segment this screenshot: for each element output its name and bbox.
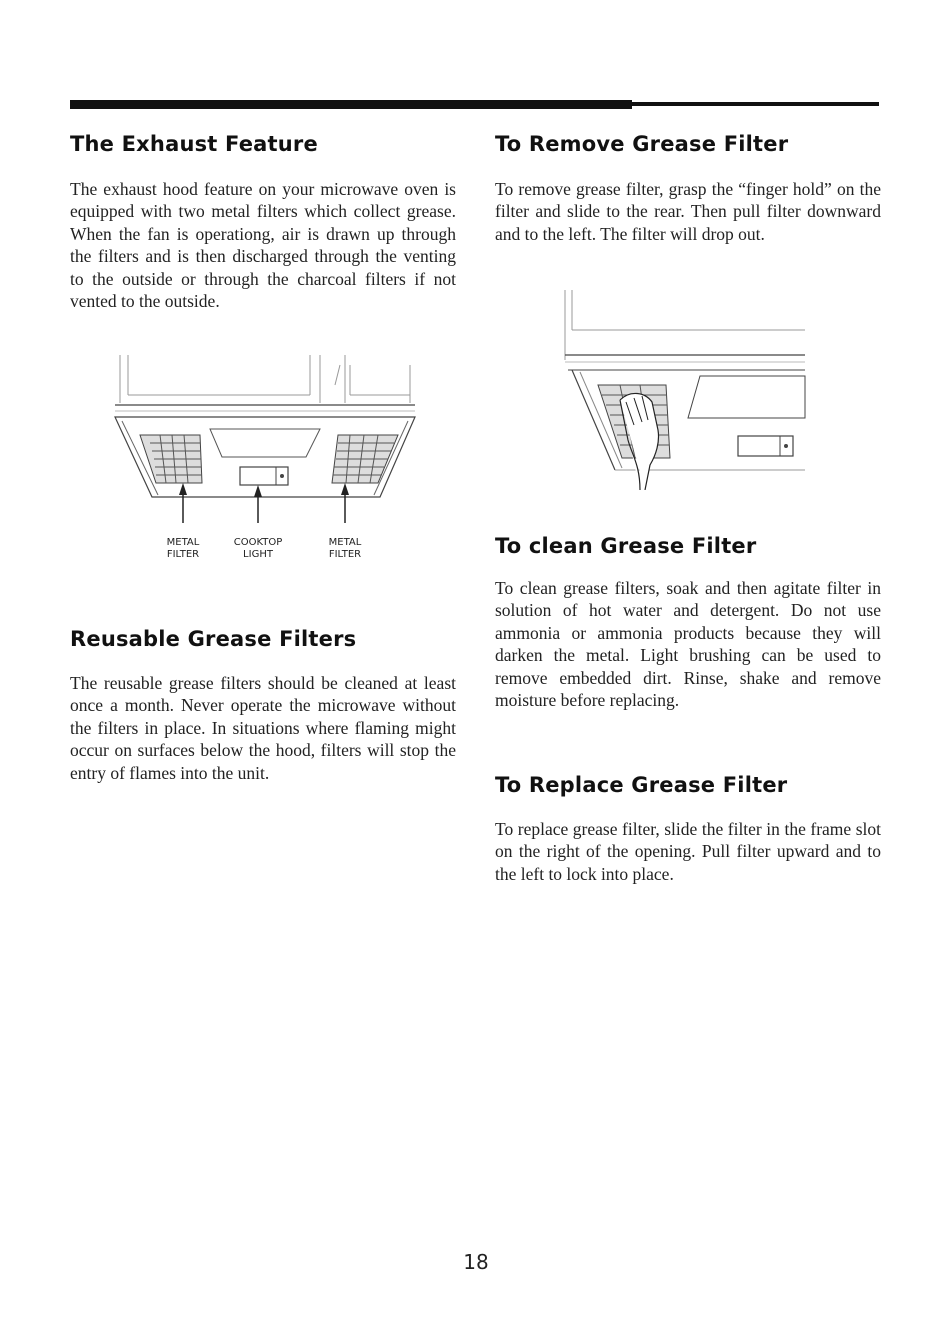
exhaust-body: The exhaust hood feature on your microwave oven is equipped with two metal filters which collect grease. When the fan is operationg, air is drawn up through the filters and is then discharged through the venting to the outside or through the charcoal filters if not vented to the outside. [70, 179, 456, 312]
reusable-body: The reusable grease filters should be cleaned at least once a month. Never operate the microwave without the filters in place. In situations where flaming might occur on surfaces below the hood, filters will stop the entry of flames into the unit. [70, 673, 456, 783]
remove-body: To remove grease filter, grasp the “finger hold” on the filter and slide to the rear. Then pull filter downward and to the left. The filter will drop out. [495, 179, 881, 244]
remove-filter-diagram [560, 290, 810, 490]
left-filter-grille [140, 435, 202, 483]
metal-filter-label-right: METAL FILTER [328, 537, 362, 560]
remove-heading: To Remove Grease Filter [495, 132, 789, 156]
exhaust-hood-diagram [110, 355, 430, 560]
cooktop-light-icon [240, 467, 288, 485]
clean-heading: To clean Grease Filter [495, 534, 757, 558]
cooktop-light-label: COOKTOP LIGHT [233, 537, 283, 560]
cooktop-light-icon [738, 436, 793, 456]
right-filter-grille [332, 435, 398, 483]
replace-heading: To Replace Grease Filter [495, 773, 788, 797]
header-rule-thin [632, 102, 879, 106]
page-number: 18 [463, 1250, 489, 1274]
reusable-heading: Reusable Grease Filters [70, 627, 357, 651]
header-rule-thick [70, 100, 632, 109]
metal-filter-label-left: METAL FILTER [166, 537, 200, 560]
exhaust-heading: The Exhaust Feature [70, 132, 318, 156]
clean-body: To clean grease filters, soak and then agitate filter in solution of hot water and detergent. Do not use ammonia or ammonia products because they will darken the metal. Light brushing can be used to remove embedded dirt. Rinse, shake and remove moisture before replacing. [495, 578, 881, 711]
replace-body: To replace grease filter, slide the filter in the frame slot on the right of the opening. Pull filter upward and to the left to lock into place. [495, 819, 881, 884]
